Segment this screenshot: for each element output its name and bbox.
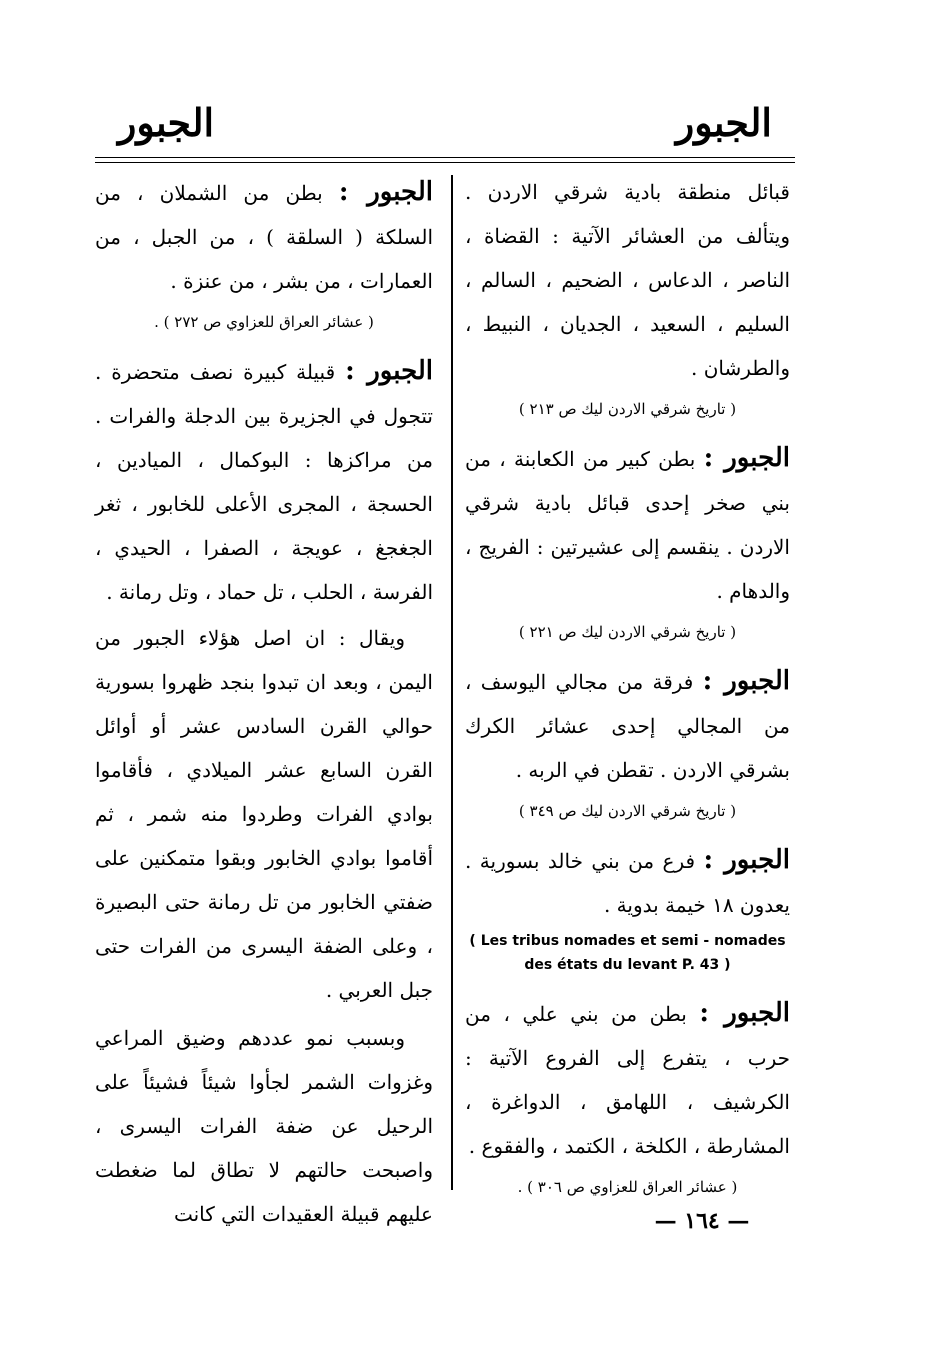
- citation: ( تاريخ شرقي الاردن ليك ص ٣٤٩ ): [518, 802, 737, 820]
- entry-text: قبيلة كبيرة نصف متحضرة . تتجول في الجزيرة بين الدجلة والفرات . من مراكزها : البوكمال ، الميادين ، الحسجة ، المجرى الأعلى للخابور ، ثغر الجغجغ ، عويجة ، الصفرا ، الحيدي ، الفرسة ، الحلب ، تل حماد ، وتل رمانة .: [95, 360, 433, 604]
- running-header-right: الجبور: [675, 100, 772, 145]
- entry: [95, 349, 433, 614]
- citation: ( عشائر العراق للعزاوي ص ٣٠٦ ) .: [517, 1178, 738, 1196]
- entry: [95, 170, 433, 303]
- paragraph: وبسبب نمو عددهم وضيق المراعي وغزوات الشمر لجأوا شيئاً فشيئاً على الرحيل عن ضفة الفرات اليسرى ، واصبحت حالتهم لا تطاق لما ضغطت عليهم قبيلة العقيدات التي كانت: [95, 1026, 433, 1226]
- running-header-left: الجبور: [118, 100, 215, 145]
- entry: [465, 838, 790, 927]
- entry-headword: الجبور :: [703, 845, 790, 875]
- entry: [465, 436, 790, 613]
- entry-headword: الجبور :: [338, 177, 433, 207]
- left-column: [95, 170, 433, 1240]
- citation-latin: ( Les tribus nomades et semi - nomades des états du levant P. 43 ): [469, 933, 786, 973]
- entry-text: بطن من بني علي ، من حرب ، يتفرع إلى الفروع الآتية : الكرشيف ، اللهامق ، الدواغرة ، المشارطة ، الكلخة ، الكتمد ، والفقوع .: [465, 1002, 790, 1158]
- column-divider: [451, 175, 453, 1190]
- citation: ( تاريخ شرقي الاردن ليك ص ٢٢١ ): [518, 623, 737, 641]
- entry-text: بطن كبير من الكعابنة ، من بني صخر إحدى قبائل بادية شرقي الاردن . ينقسم إلى عشيرتين : الفريج ، والدهام .: [465, 447, 790, 603]
- entry-headword: الجبور :: [699, 998, 791, 1028]
- paragraph: قبائل منطقة بادية شرقي الاردن . ويتألف من العشائر الآتية : القضاة ، الناصر ، الدعاس ، الضحيم ، السالم ، السليم ، السعيد ، الجديان ، النبيط ، والطرشان .: [465, 180, 790, 380]
- entry-headword: الجبور :: [703, 443, 790, 473]
- entry-headword: الجبور :: [345, 356, 434, 386]
- header-rule-bottom: [95, 162, 795, 163]
- entry-headword: الجبور :: [702, 666, 790, 696]
- page-number: — ١٦٤ —: [654, 1208, 750, 1234]
- entry-text: فرقة من مجالي اليوسف ، من المجالي إحدى عشائر الكرك بشرقي الاردن . تقطن في الربه .: [465, 670, 790, 782]
- entry-text: بطن من الشملان ، من السلكة ( السلقة ) ، من الجبل ، من العمارات ، من بشر ، من عنزة .: [95, 181, 433, 293]
- right-column: [465, 170, 790, 1214]
- page-number-container: [0, 1208, 940, 1234]
- entry: [465, 991, 790, 1168]
- citation: ( تاريخ شرقي الاردن ليك ص ٢١٣ ): [518, 400, 737, 418]
- header-rule-top: [95, 157, 795, 158]
- entry: [465, 659, 790, 792]
- paragraph: ويقال : ان اصل هؤلاء الجبور من اليمن ، وبعد ان تبدوا بنجد ظهروا بسورية حوالي القرن السادس عشر أو أوائل القرن السابع عشر الميلادي ، فأقاموا بوادي الفرات وطردوا منه شمر ، ثم أقاموا بوادي الخابور وبقوا متمكنين على ضفتي الخابور من تل رمانة حتى البصيرة ، وعلى الضفة اليسرى من الفرات حتى جبل العربي .: [95, 626, 433, 1002]
- entry-text: فرع من بني خالد بسورية . يعدون ١٨ خيمة بدوية .: [465, 849, 790, 917]
- citation: ( عشائر العراق للعزاوي ص ٢٧٢ ) .: [154, 313, 374, 331]
